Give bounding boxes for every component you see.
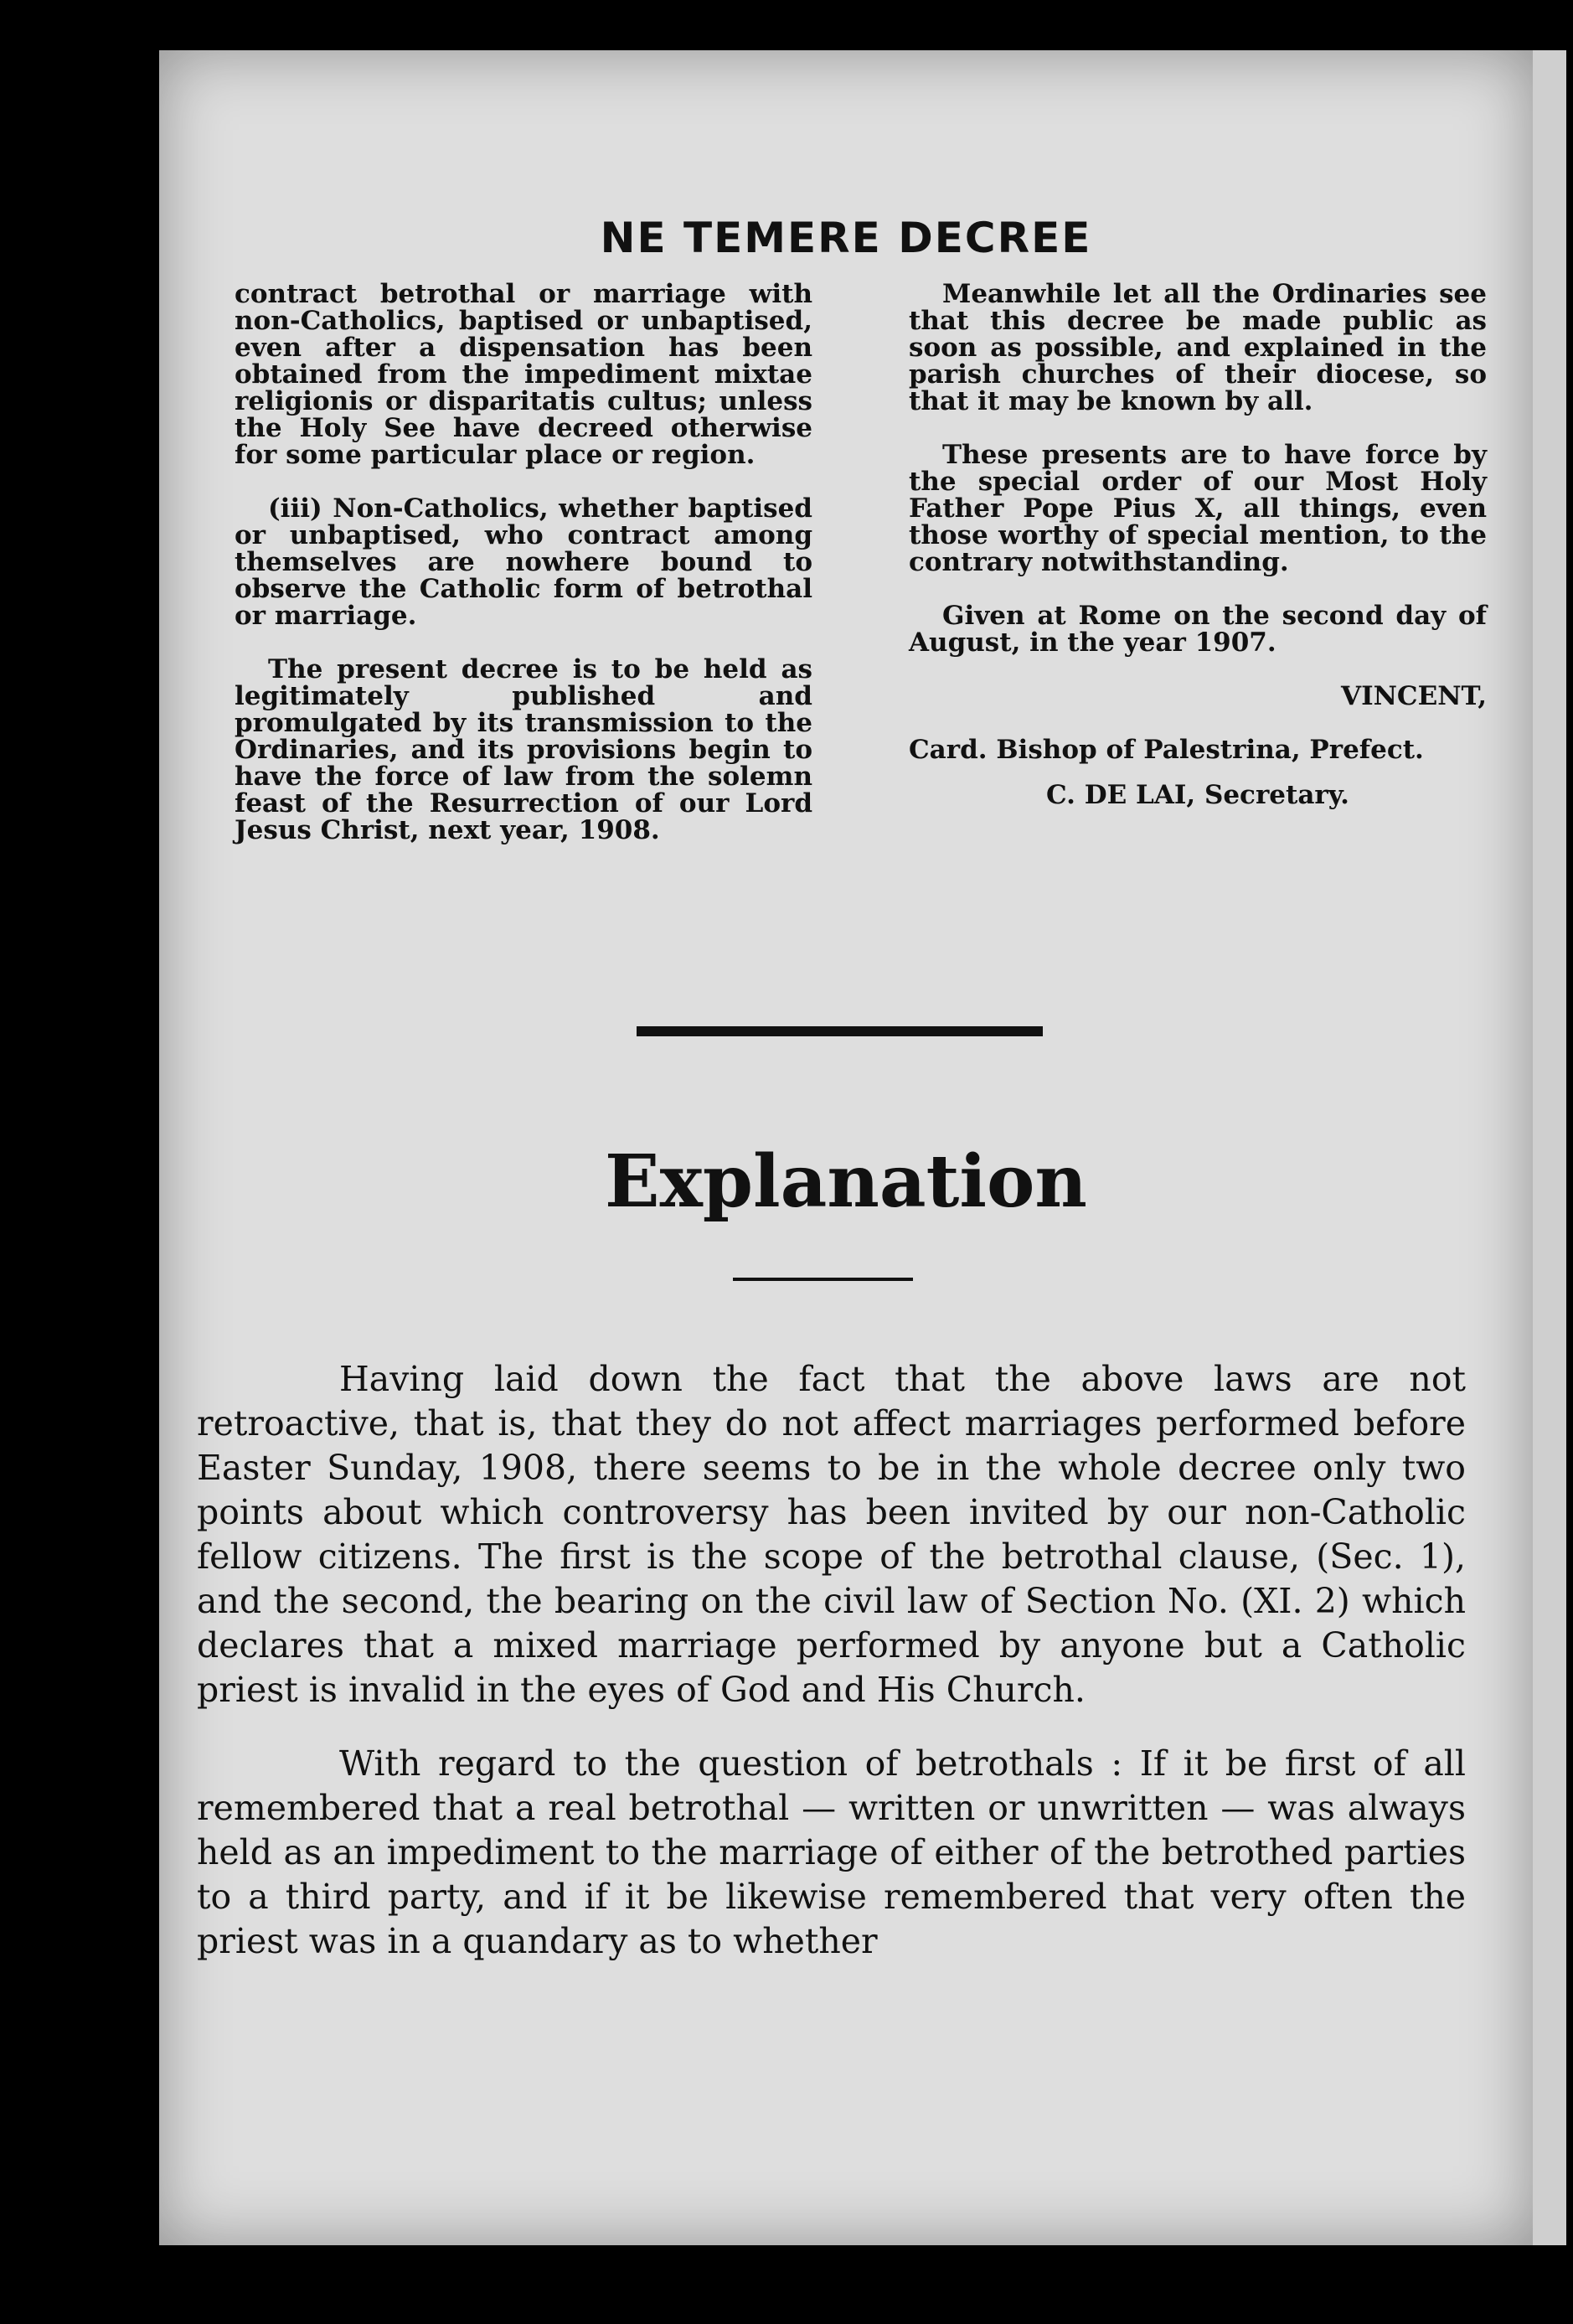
left-paragraph-1: contract betrothal or marriage with non-Catholics, baptised or unbaptised, even after a dispensation has been obtained from the impediment mixtae religionis or disparitatis cultus; unless the Holy See have decreed otherwise for some particular place or region. [235, 279, 812, 470]
right-paragraph-1: Meanwhile let all the Ordinaries see that this decree be made public as soon as possible, and explained in the parish churches of their diocese, so that it may be known by all. [909, 279, 1487, 416]
running-title: NE TEMERE DECREE [600, 214, 1092, 262]
body-paragraph-1: Having laid down the fact that the above laws are not retroactive, that is, that they do not affect marriages performed before Easter Sunday, 1908, there seems to be in the whole decree only two points about which controversy has been invited by our non-Catholic fellow citizens. The first is the scope of the betrothal clause, (Sec. 1), and the second, the bearing on the civil law of Section No. (XI. 2) which declares that a mixed marriage performed by anyone but a Catholic priest is invalid in the eyes of God and His Church. [197, 1359, 1466, 1710]
body-paragraph-2: With regard to the question of betrothals : If it be first of all remembered that a real betrothal — written or unwritten — was always held as an impediment to the marriage of either of the betrothed parties to a third party, and if it be likewise remembered that very often the priest was in a quandary as to whether [197, 1743, 1466, 1961]
right-paragraph-3: Given at Rome on the second day of August, in the year 1907. [909, 601, 1487, 658]
explanation-body [197, 1357, 1466, 1993]
section-divider [637, 1026, 1043, 1036]
explanation-heading: Explanation [605, 1139, 1087, 1224]
left-paragraph-2: (iii) Non-Catholics, whether baptised or unbaptised, who contract among themselves are nowhere bound to observe the Catholic form of betrothal or marriage. [235, 493, 812, 631]
left-column [235, 281, 812, 870]
signature-title: Card. Bishop of Palestrina, Prefect. [909, 735, 1424, 765]
secretary-line: C. DE LAI, Secretary. [1046, 780, 1349, 810]
scanned-page [159, 50, 1533, 2245]
signature-name: VINCENT, [1341, 681, 1487, 711]
facing-page-edge [1533, 50, 1566, 2245]
right-paragraph-2: These presents are to have force by the special order of our Most Holy Father Pope Pius X, all things, even those worthy of special mention, to the contrary notwithstanding. [909, 440, 1487, 577]
right-column [909, 281, 1487, 835]
heading-underline [733, 1278, 913, 1281]
left-paragraph-3: The present decree is to be held as legitimately published and promulgated by its transmission to the Ordinaries, and its provisions begin to have the force of law from the solemn feast of the Resurrection of our Lord Jesus Christ, next year, 1908. [235, 654, 812, 845]
